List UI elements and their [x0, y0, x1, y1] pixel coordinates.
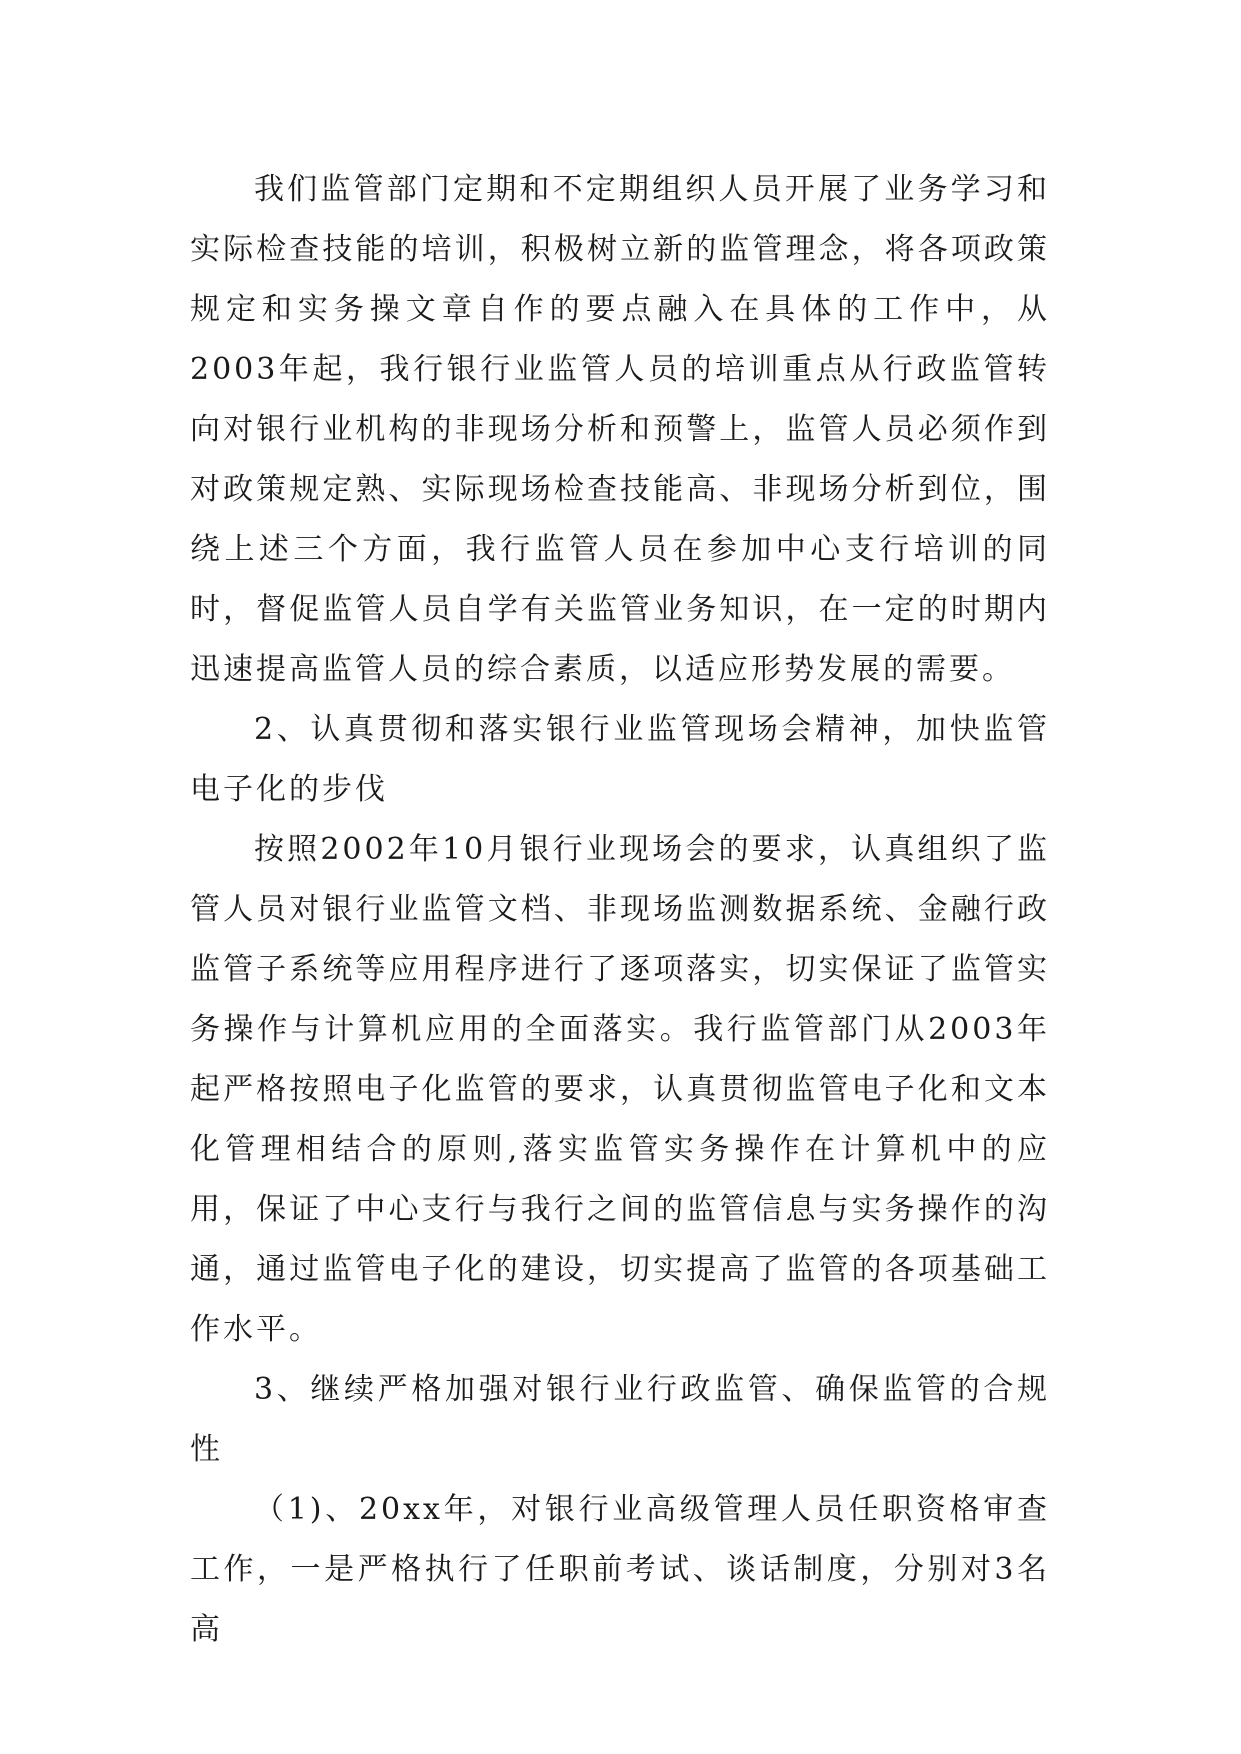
heading-section-2: 2、认真贯彻和落实银行业监管现场会精神，加快监管电子化的步伐	[190, 712, 1050, 807]
document-body	[190, 160, 1050, 1660]
paragraph-electronic-supervision: 按照2002年10月银行业现场会的要求，认真组织了监管人员对银行业监管文档、非现场监测数据系统、金融行政监管子系统等应用程序进行了逐项落实，切实保证了监管实务操作与计算机应用的全面落实。我行监管部门从2003年起严格按照电子化监管的要求，认真贯彻监管电子化和文本化管理相结合的原则,落实监管实务操作在计算机中的应用，保证了中心支行与我行之间的监管信息与实务操作的沟通，通过监管电子化的建设，切实提高了监管的各项基础工作水平。	[190, 832, 1050, 1347]
paragraph-qualification-review: （1)、20xx年，对银行业高级管理人员任职资格审查工作，一是严格执行了任职前考试、谈话制度，分别对3名高	[190, 1492, 1050, 1647]
heading-section-3: 3、继续严格加强对银行业行政监管、确保监管的合规性	[190, 1372, 1050, 1467]
paragraph-training: 我们监管部门定期和不定期组织人员开展了业务学习和实际检查技能的培训，积极树立新的监管理念，将各项政策规定和实务操文章自作的要点融入在具体的工作中，从2003年起，我行银行业监管人员的培训重点从行政监管转向对银行业机构的非现场分析和预警上，监管人员必须作到对政策规定熟、实际现场检查技能高、非现场分析到位，围绕上述三个方面，我行监管人员在参加中心支行培训的同时，督促监管人员自学有关监管业务知识，在一定的时期内迅速提高监管人员的综合素质，以适应形势发展的需要。	[190, 172, 1050, 687]
